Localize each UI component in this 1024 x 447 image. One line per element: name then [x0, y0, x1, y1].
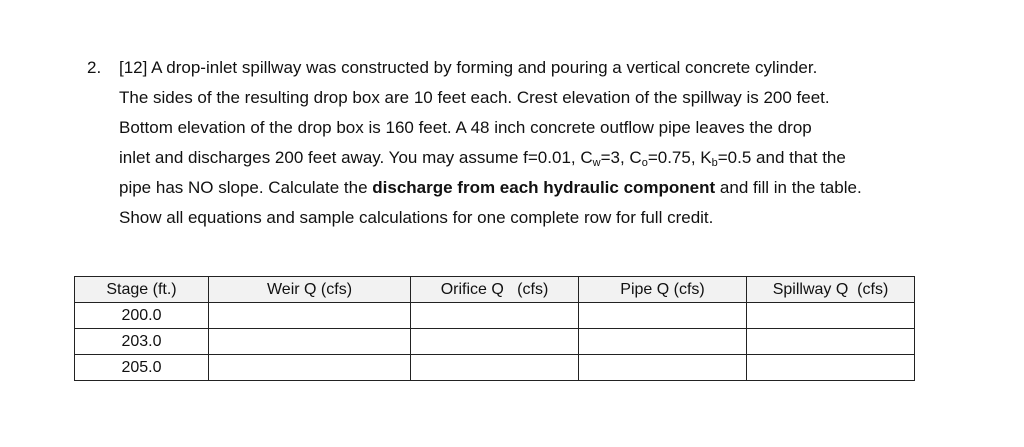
weir-q-cell[interactable]	[209, 329, 411, 355]
pipe-q-cell[interactable]	[579, 329, 747, 355]
table-row	[75, 355, 915, 381]
question-line-1: [12] A drop-inlet spillway was constructed by forming and pouring a vertical concrete cylinder.	[119, 58, 818, 77]
question-line-4: inlet and discharges 200 feet away. You may assume f=0.01, $C_w=3$, $C_o=0.75$, $K_b=0.5$ and that the	[119, 148, 846, 169]
table-row	[75, 329, 915, 355]
question-line-5: pipe has NO slope. Calculate the discharge from each hydraulic component and fill in the table.	[119, 178, 862, 197]
spillway-q-cell[interactable]	[747, 355, 915, 381]
table-row	[75, 303, 915, 329]
question-line-6: Show all equations and sample calculations for one complete row for full credit.	[119, 208, 714, 227]
kb-subscript: b	[711, 157, 718, 169]
co-subscript: o	[641, 157, 648, 169]
question-points: [12]	[119, 58, 148, 77]
stage-cell: 203.0	[75, 329, 209, 355]
question-number: 2.	[87, 58, 102, 77]
orifice-q-cell[interactable]	[411, 355, 579, 381]
bold-emphasis: discharge from each hydraulic component	[372, 178, 716, 197]
pipe-q-cell[interactable]	[579, 355, 747, 381]
header-orifice-q: Orifice Q (cfs)	[411, 277, 579, 303]
header-weir-q: Weir Q (cfs)	[209, 277, 411, 303]
header-stage: Stage (ft.)	[75, 277, 209, 303]
spillway-q-cell[interactable]	[747, 303, 915, 329]
weir-q-cell[interactable]	[209, 355, 411, 381]
orifice-q-cell[interactable]	[411, 303, 579, 329]
pipe-q-cell[interactable]	[579, 303, 747, 329]
orifice-q-cell[interactable]	[411, 329, 579, 355]
stage-cell: 200.0	[75, 303, 209, 329]
header-spillway-q: Spillway Q (cfs)	[747, 277, 915, 303]
spillway-q-cell[interactable]	[747, 329, 915, 355]
stage-cell: 205.0	[75, 355, 209, 381]
cw-subscript: w	[592, 157, 601, 169]
table-header-row	[75, 277, 915, 303]
weir-q-cell[interactable]	[209, 303, 411, 329]
question-line-3: Bottom elevation of the drop box is 160 feet. A 48 inch concrete outflow pipe leaves the drop	[119, 118, 812, 137]
results-table	[74, 276, 915, 381]
question-text	[119, 53, 959, 233]
header-pipe-q: Pipe Q (cfs)	[579, 277, 747, 303]
question-line-2: The sides of the resulting drop box are 10 feet each. Crest elevation of the spillway is 200 feet.	[119, 88, 830, 107]
